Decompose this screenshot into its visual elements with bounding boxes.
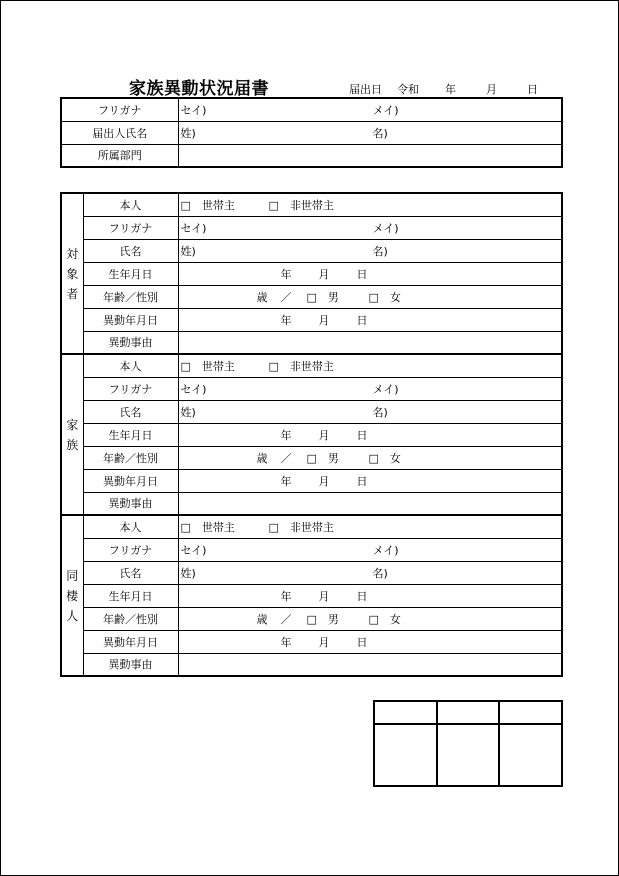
month-label: 月 [318, 474, 330, 488]
birth-date-field[interactable] [178, 262, 562, 285]
name-field[interactable] [178, 239, 562, 262]
non-head-of-household-checkbox: □ 非世帯主 [268, 359, 334, 373]
slash-label: ／ [280, 451, 292, 465]
date-day: 日 [527, 83, 538, 96]
group-label-char: 対 [66, 246, 79, 261]
date-era: 令和 [397, 83, 419, 96]
male-checkbox: □ 男 [306, 290, 339, 304]
mei-label: メイ) [372, 103, 399, 117]
non-head-of-household-checkbox: □ 非世帯主 [268, 198, 334, 212]
group-label-char: 族 [66, 437, 79, 452]
year-label: 年 [280, 474, 292, 488]
male-checkbox: □ 男 [306, 451, 339, 465]
birth-date-field[interactable] [178, 423, 562, 446]
applicant-name-label: 届出人氏名 [61, 121, 178, 144]
month-label: 月 [318, 428, 330, 442]
self-status-field[interactable] [178, 193, 562, 216]
group-label-char: 家 [66, 417, 79, 432]
approval-stamp-table [373, 700, 563, 787]
change-date-label: 異動年月日 [83, 308, 178, 331]
group-label-char: 人 [66, 608, 79, 623]
birth-date-label: 生年月日 [83, 262, 178, 285]
furigana-field[interactable] [178, 377, 562, 400]
group-label-char: 同 [66, 568, 79, 583]
group-label-char: 象 [66, 266, 79, 281]
name-label: 氏名 [83, 239, 178, 262]
slash-label: ／ [280, 290, 292, 304]
day-label: 日 [356, 474, 368, 488]
group-label-2 [61, 515, 83, 676]
head-of-household-checkbox: □ 世帯主 [180, 198, 235, 212]
year-label: 年 [280, 313, 292, 327]
change-date-field[interactable] [178, 308, 562, 331]
birth-date-label: 生年月日 [83, 584, 178, 607]
name-label: 氏名 [83, 400, 178, 423]
name-field[interactable] [178, 561, 562, 584]
age-sex-label: 年齢／性別 [83, 607, 178, 630]
stamp-box-3[interactable] [499, 724, 562, 786]
stamp-header-1 [374, 701, 437, 724]
given-name-label: 名) [372, 405, 388, 419]
age-label: 歳 [256, 451, 268, 465]
head-of-household-checkbox: □ 世帯主 [180, 359, 235, 373]
slash-label: ／ [280, 612, 292, 626]
submission-date [349, 81, 538, 97]
furigana-field[interactable] [178, 216, 562, 239]
sei-label: セイ) [180, 103, 207, 117]
age-label: 歳 [256, 290, 268, 304]
change-reason-field[interactable] [178, 492, 562, 515]
month-label: 月 [318, 267, 330, 281]
age-sex-label: 年齢／性別 [83, 285, 178, 308]
furigana-label: フリガナ [83, 377, 178, 400]
stamp-header-3 [499, 701, 562, 724]
furigana-field[interactable] [178, 538, 562, 561]
self-status-label: 本人 [83, 515, 178, 538]
change-reason-label: 異動事由 [83, 492, 178, 515]
name-field[interactable] [178, 400, 562, 423]
stamp-box-2[interactable] [437, 724, 500, 786]
applicant-table [60, 97, 563, 168]
mei-label: メイ) [372, 221, 399, 235]
furigana-label: フリガナ [61, 98, 178, 121]
stamp-box-1[interactable] [374, 724, 437, 786]
applicant-name-field[interactable] [178, 121, 562, 144]
sei-label: セイ) [180, 543, 207, 557]
change-date-field[interactable] [178, 630, 562, 653]
date-year: 年 [445, 83, 456, 96]
age-sex-field[interactable] [178, 607, 562, 630]
head-of-household-checkbox: □ 世帯主 [180, 520, 235, 534]
furigana-label: フリガナ [83, 216, 178, 239]
department-label: 所属部門 [61, 144, 178, 167]
change-reason-field[interactable] [178, 331, 562, 354]
form-title: 家族異動状況届書 [129, 79, 269, 99]
persons-table [60, 192, 563, 677]
mei-label: メイ) [372, 382, 399, 396]
self-status-field[interactable] [178, 354, 562, 377]
surname-label: 姓) [180, 566, 196, 580]
day-label: 日 [356, 428, 368, 442]
year-label: 年 [280, 635, 292, 649]
age-sex-field[interactable] [178, 285, 562, 308]
self-status-field[interactable] [178, 515, 562, 538]
female-checkbox: □ 女 [368, 612, 401, 626]
applicant-furigana-field[interactable] [178, 98, 562, 121]
sei-label: セイ) [180, 221, 207, 235]
month-label: 月 [318, 589, 330, 603]
year-label: 年 [280, 428, 292, 442]
group-label-char: 棲 [66, 588, 79, 603]
surname-label: 姓) [180, 244, 196, 258]
stamp-header-2 [437, 701, 500, 724]
change-date-label: 異動年月日 [83, 469, 178, 492]
given-name-label: 名) [372, 126, 388, 140]
change-date-label: 異動年月日 [83, 630, 178, 653]
year-label: 年 [280, 589, 292, 603]
surname-label: 姓) [180, 126, 196, 140]
age-label: 歳 [256, 612, 268, 626]
change-reason-label: 異動事由 [83, 653, 178, 676]
surname-label: 姓) [180, 405, 196, 419]
month-label: 月 [318, 635, 330, 649]
female-checkbox: □ 女 [368, 451, 401, 465]
birth-date-label: 生年月日 [83, 423, 178, 446]
male-checkbox: □ 男 [306, 612, 339, 626]
month-label: 月 [318, 313, 330, 327]
day-label: 日 [356, 589, 368, 603]
date-label: 届出日 [349, 83, 382, 96]
group-label-char: 者 [66, 286, 79, 301]
female-checkbox: □ 女 [368, 290, 401, 304]
mei-label: メイ) [372, 543, 399, 557]
furigana-label: フリガナ [83, 538, 178, 561]
group-label-0 [61, 193, 83, 354]
date-month: 月 [486, 83, 497, 96]
change-reason-field[interactable] [178, 653, 562, 676]
self-status-label: 本人 [83, 354, 178, 377]
year-label: 年 [280, 267, 292, 281]
day-label: 日 [356, 313, 368, 327]
day-label: 日 [356, 635, 368, 649]
given-name-label: 名) [372, 566, 388, 580]
department-field[interactable] [178, 144, 562, 167]
sei-label: セイ) [180, 382, 207, 396]
change-reason-label: 異動事由 [83, 331, 178, 354]
group-label-1 [61, 354, 83, 515]
age-sex-label: 年齢／性別 [83, 446, 178, 469]
self-status-label: 本人 [83, 193, 178, 216]
given-name-label: 名) [372, 244, 388, 258]
day-label: 日 [356, 267, 368, 281]
change-date-field[interactable] [178, 469, 562, 492]
name-label: 氏名 [83, 561, 178, 584]
age-sex-field[interactable] [178, 446, 562, 469]
birth-date-field[interactable] [178, 584, 562, 607]
non-head-of-household-checkbox: □ 非世帯主 [268, 520, 334, 534]
